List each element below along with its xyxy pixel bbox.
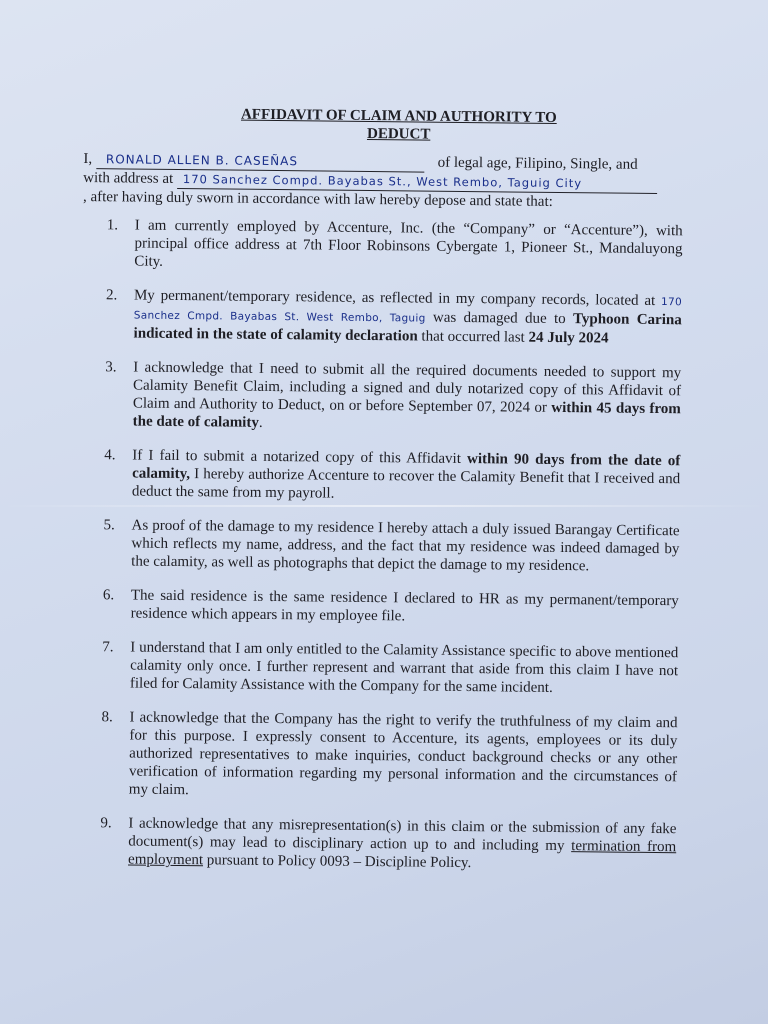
intro-after-name: of legal age, Filipino, Single, and [437, 154, 638, 173]
title-line-1: AFFIDAVIT OF CLAIM AND AUTHORITY TO [240, 106, 557, 126]
list-item [82, 216, 683, 276]
list-item [76, 814, 677, 874]
list-item [81, 358, 682, 436]
list-item [82, 286, 683, 348]
list-item [79, 516, 680, 576]
intro-i: I, [83, 150, 93, 168]
statement-list [76, 216, 683, 874]
item-number: 7. [102, 639, 114, 656]
item-text: I understand that I am only entitled to the Calamity Assistance specific to above mentioned calamity only once. I further represent and warrant that aside from this claim I have not filed for Calamity Assistance with the Company for the same incident. [129, 639, 679, 696]
item-number: 6. [102, 587, 115, 604]
list-item [77, 708, 678, 804]
item-text: I acknowledge that any misrepresentation(s) in this claim or the submission of any fake document(s) may lead to disciplinary action up to and including my [128, 815, 677, 855]
affidavit-body [76, 104, 684, 890]
handwritten-address: 170 Sanchez Compd. Bayabas St., West Rembo, Taguig City [182, 172, 583, 191]
item-text: If I fail to submit a notarized copy of this Affidavit [132, 447, 461, 467]
item-text: As proof of the damage to my residence I hereby attach a duly issued Barangay Certificate which reflects my name, address, and the fact that my residence was indeed damaged by the calamity, as well as photographs that depict the damage to my residence. [131, 517, 680, 575]
list-item [79, 586, 679, 628]
item-text: was damaged due to [432, 309, 566, 328]
list-item [80, 446, 681, 506]
document-title [114, 104, 684, 146]
item-number: 5. [103, 517, 115, 534]
item-number: 2. [105, 287, 118, 304]
intro-paragraph [83, 150, 684, 212]
item-text: My permanent/temporary residence, as reflected in my company records, located at [133, 287, 656, 309]
handwritten-name: RONALD ALLEN B. CASEÑAS [105, 152, 299, 169]
item-text: I acknowledge that I need to submit all the required documents needed to support my Calamity Benefit Claim, including a signed and duly notarized copy of this Affidavit of Claim and Authority to Deduct, on or before September 07, 2024 or [132, 359, 682, 416]
item-text: I hereby authorize Accenture to recover the Calamity Benefit that I received and deduct the same from my payroll. [131, 466, 681, 502]
intro-address-prefix: with address at [83, 169, 174, 187]
item-number: 3. [105, 359, 117, 376]
title-line-2: DEDUCT [366, 125, 431, 143]
item-text: The said residence is the same residence I declared to HR as my permanent/temporary residence which appears in my employee file. [130, 587, 679, 625]
item-text: . [258, 414, 263, 431]
list-item [78, 638, 679, 698]
intro-closing: , after having duly sworn in accordance with law hereby depose and state that: [82, 188, 553, 210]
item-number: 8. [101, 709, 113, 726]
handwritten-residence: 170 Sanchez Cmpd. Bayabas St. West Rembo, Taguig [133, 296, 683, 325]
item-underlined-text: termination from employment [128, 838, 677, 869]
item-bold-text: within 90 days from the date of calamity, [132, 451, 681, 483]
item-number: 1. [106, 217, 119, 234]
item-number: 4. [104, 447, 116, 464]
item-bold-text: within 45 days from the date of calamity [132, 399, 681, 431]
item-text: pursuant to Policy 0093 – Discipline Policy. [206, 852, 472, 872]
item-text: I am currently employed by Accenture, Inc. (the “Company” or “Accenture”), with principal office address at 7th Floor Robinsons Cybergate 1, Pioneer St., Mandaluyong City. [134, 217, 683, 270]
item-bold-text: Typhoon Carina indicated in the state of calamity declaration [133, 311, 682, 345]
item-number: 9. [100, 815, 112, 832]
item-text: I acknowledge that the Company has the right to verify the truthfulness of my claim and for this purpose. I expressly consent to Accenture, its agents, employees or its duly authorized representatives to make inquiries, conduct background checks or any other verification of information regarding my personal information and the circumstances of my claim. [128, 709, 678, 799]
item-bold-text: 24 July 2024 [528, 329, 609, 347]
item-text: that occurred last [421, 328, 525, 346]
